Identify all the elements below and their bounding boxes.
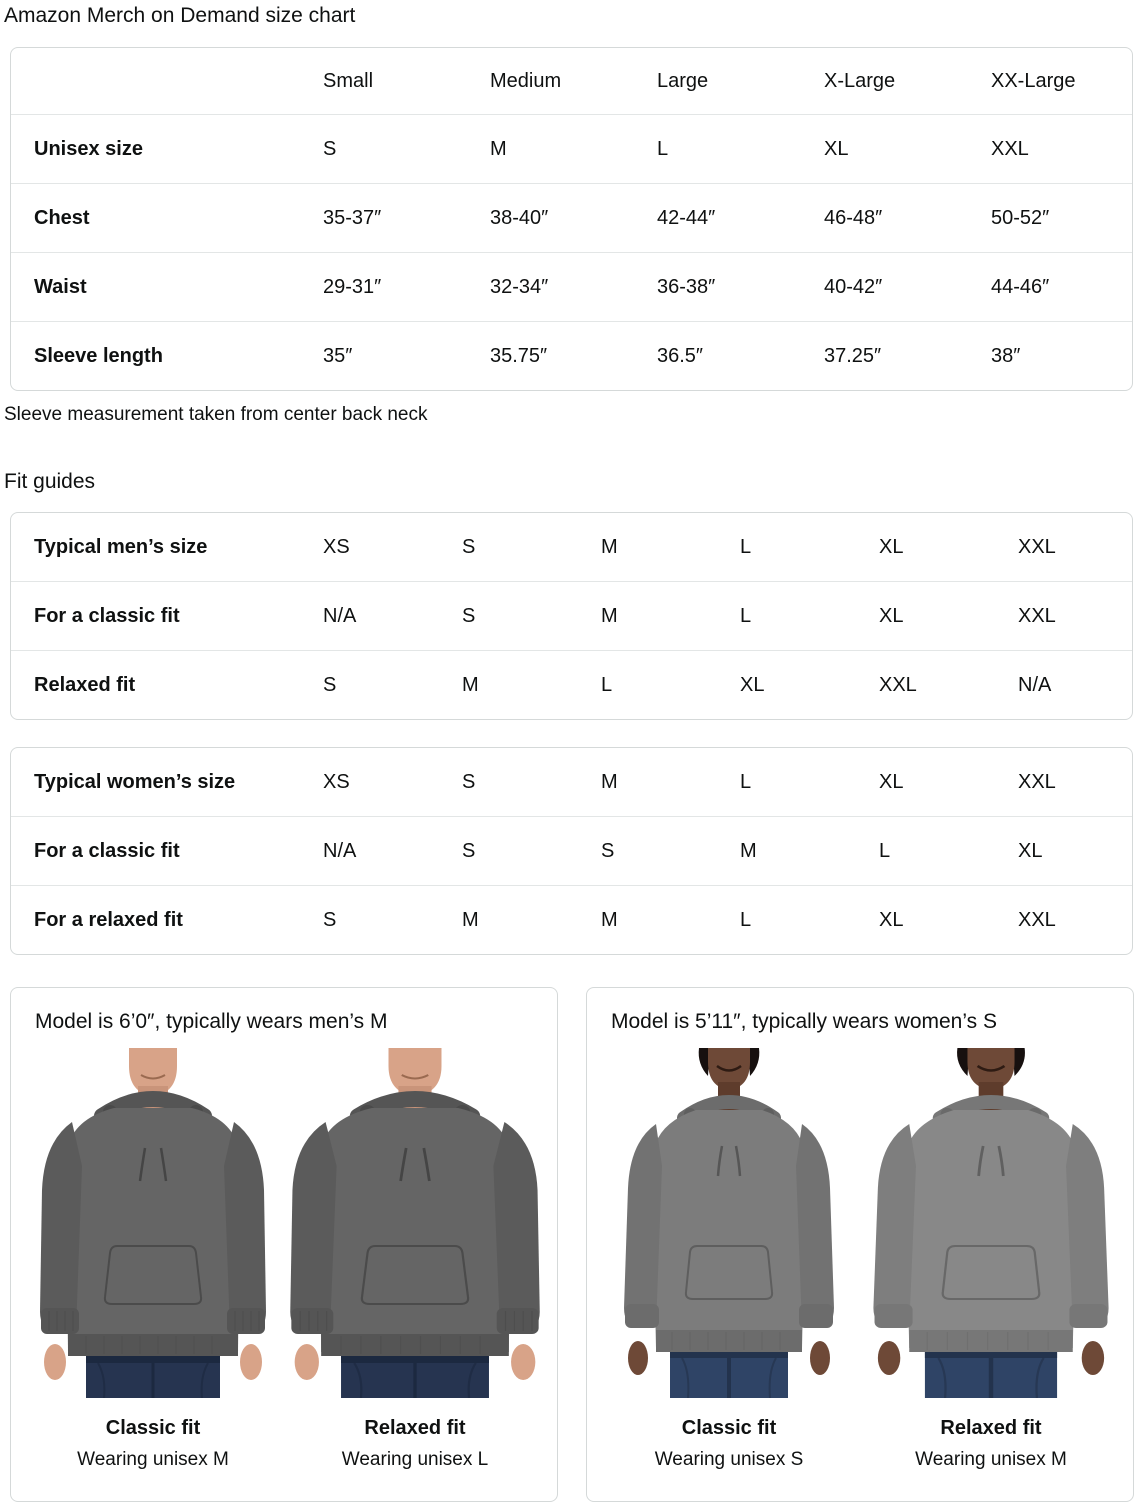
size-cell: M (601, 770, 618, 793)
size-cell: XXL (879, 673, 917, 696)
mens-model-figures (27, 1048, 541, 1471)
womens-fit-table (10, 747, 1133, 955)
size-cell: L (740, 908, 752, 931)
header-cell-large: Large (657, 69, 709, 92)
mens-fit-table (10, 512, 1133, 720)
size-cell: XS (323, 535, 350, 558)
wearing-label: Wearing unisex M (915, 1449, 1067, 1470)
size-cell: 38″ (991, 344, 1021, 367)
table-row-sleeve-length (11, 321, 1132, 390)
male-model-classic-fit-photo (28, 1048, 278, 1398)
table-row-womens-classic-fit (11, 816, 1132, 885)
mens-model-card (10, 987, 558, 1502)
size-cell: S (462, 604, 476, 627)
size-cell: 35.75″ (490, 344, 548, 367)
table-row-mens-relaxed-fit (11, 650, 1132, 719)
size-cell: S (462, 535, 476, 558)
size-cell: 42-44″ (657, 206, 716, 229)
model-cards (10, 987, 1133, 1502)
table-row-chest (11, 183, 1132, 252)
header-cell-small: Small (323, 69, 374, 92)
table-row-typical-womens-size (11, 748, 1132, 816)
size-cell: L (740, 770, 752, 793)
womens-model-card (586, 987, 1134, 1502)
size-cell: XL (879, 770, 904, 793)
table-row-waist (11, 252, 1132, 321)
size-cell: N/A (323, 839, 357, 862)
size-cell: XXL (991, 137, 1029, 160)
size-cell: M (601, 908, 618, 931)
fit-label: Classic fit (105, 1417, 201, 1439)
row-label: Chest (34, 206, 90, 229)
row-label: For a classic fit (34, 839, 180, 862)
fit-label: Relaxed fit (364, 1417, 466, 1439)
size-cell: XXL (1018, 535, 1056, 558)
size-cell: S (323, 673, 337, 696)
size-cell: M (601, 535, 618, 558)
size-cell: M (462, 673, 479, 696)
row-label: Relaxed fit (34, 673, 136, 696)
mens-relaxed-fit-figure (289, 1048, 541, 1471)
size-cell: XL (1018, 839, 1043, 862)
fit-label: Relaxed fit (940, 1417, 1042, 1439)
row-label: Waist (34, 275, 87, 298)
size-cell: M (490, 137, 507, 160)
table-row-unisex-size (11, 114, 1132, 183)
male-model-relaxed-fit-photo (290, 1048, 540, 1398)
size-chart-table (10, 47, 1133, 391)
size-cell: 35″ (323, 344, 353, 367)
size-chart-header-row (11, 48, 1132, 114)
size-cell: 46-48″ (824, 206, 883, 229)
row-label: For a classic fit (34, 604, 180, 627)
size-cell: XL (824, 137, 849, 160)
female-model-classic-fit-photo (604, 1048, 854, 1398)
wearing-label: Wearing unisex M (77, 1449, 229, 1470)
size-cell: L (740, 604, 752, 627)
size-cell: 36.5″ (657, 344, 704, 367)
table-row-typical-mens-size (11, 513, 1132, 581)
row-label: Typical women’s size (34, 770, 236, 793)
size-cell: XXL (1018, 604, 1056, 627)
size-cell: XXL (1018, 908, 1056, 931)
header-cell-xlarge: X-Large (824, 69, 896, 92)
page-title: Amazon Merch on Demand size chart (4, 4, 356, 27)
mens-classic-fit-figure (27, 1048, 279, 1471)
size-cell: 35-37″ (323, 206, 382, 229)
fit-label: Classic fit (681, 1417, 777, 1439)
size-cell: L (879, 839, 891, 862)
size-cell: L (657, 137, 669, 160)
size-cell: 37.25″ (824, 344, 882, 367)
female-model-relaxed-fit-photo (866, 1048, 1116, 1398)
size-cell: N/A (323, 604, 357, 627)
size-cell: 32-34″ (490, 275, 549, 298)
womens-model-figures (603, 1048, 1117, 1471)
size-cell: XL (879, 908, 904, 931)
size-cell: S (462, 839, 476, 862)
size-cell: 50-52″ (991, 206, 1050, 229)
size-cell: 44-46″ (991, 275, 1050, 298)
womens-relaxed-fit-figure (865, 1048, 1117, 1471)
row-label: Unisex size (34, 137, 143, 160)
size-cell: 29-31″ (323, 275, 382, 298)
row-label: Sleeve length (34, 344, 163, 367)
sleeve-measurement-note: Sleeve measurement taken from center back neck (4, 404, 428, 425)
size-cell: S (323, 137, 337, 160)
size-cell: M (740, 839, 757, 862)
size-cell: XL (879, 535, 904, 558)
wearing-label: Wearing unisex L (341, 1449, 489, 1470)
size-cell: XS (323, 770, 350, 793)
size-cell: XL (740, 673, 765, 696)
size-cell: L (740, 535, 752, 558)
womens-model-card-title: Model is 5’11″, typically wears women’s S (611, 1010, 997, 1033)
size-cell: M (462, 908, 479, 931)
size-cell: S (462, 770, 476, 793)
size-cell: M (601, 604, 618, 627)
header-cell-medium: Medium (490, 69, 562, 92)
size-cell: S (323, 908, 337, 931)
row-label: For a relaxed fit (34, 908, 183, 931)
size-cell: XL (879, 604, 904, 627)
table-row-womens-relaxed-fit (11, 885, 1132, 954)
size-cell: 36-38″ (657, 275, 716, 298)
row-label: Typical men’s size (34, 535, 208, 558)
mens-model-card-title: Model is 6’0″, typically wears men’s M (35, 1010, 388, 1033)
womens-classic-fit-figure (603, 1048, 855, 1471)
size-cell: 40-42″ (824, 275, 883, 298)
fit-guides-heading: Fit guides (4, 470, 96, 493)
size-cell: N/A (1018, 673, 1052, 696)
size-cell: 38-40″ (490, 206, 549, 229)
size-cell: XXL (1018, 770, 1056, 793)
wearing-label: Wearing unisex S (654, 1449, 804, 1470)
table-row-mens-classic-fit (11, 581, 1132, 650)
size-cell: L (601, 673, 613, 696)
size-cell: S (601, 839, 615, 862)
header-cell-xxlarge: XX-Large (991, 69, 1076, 92)
